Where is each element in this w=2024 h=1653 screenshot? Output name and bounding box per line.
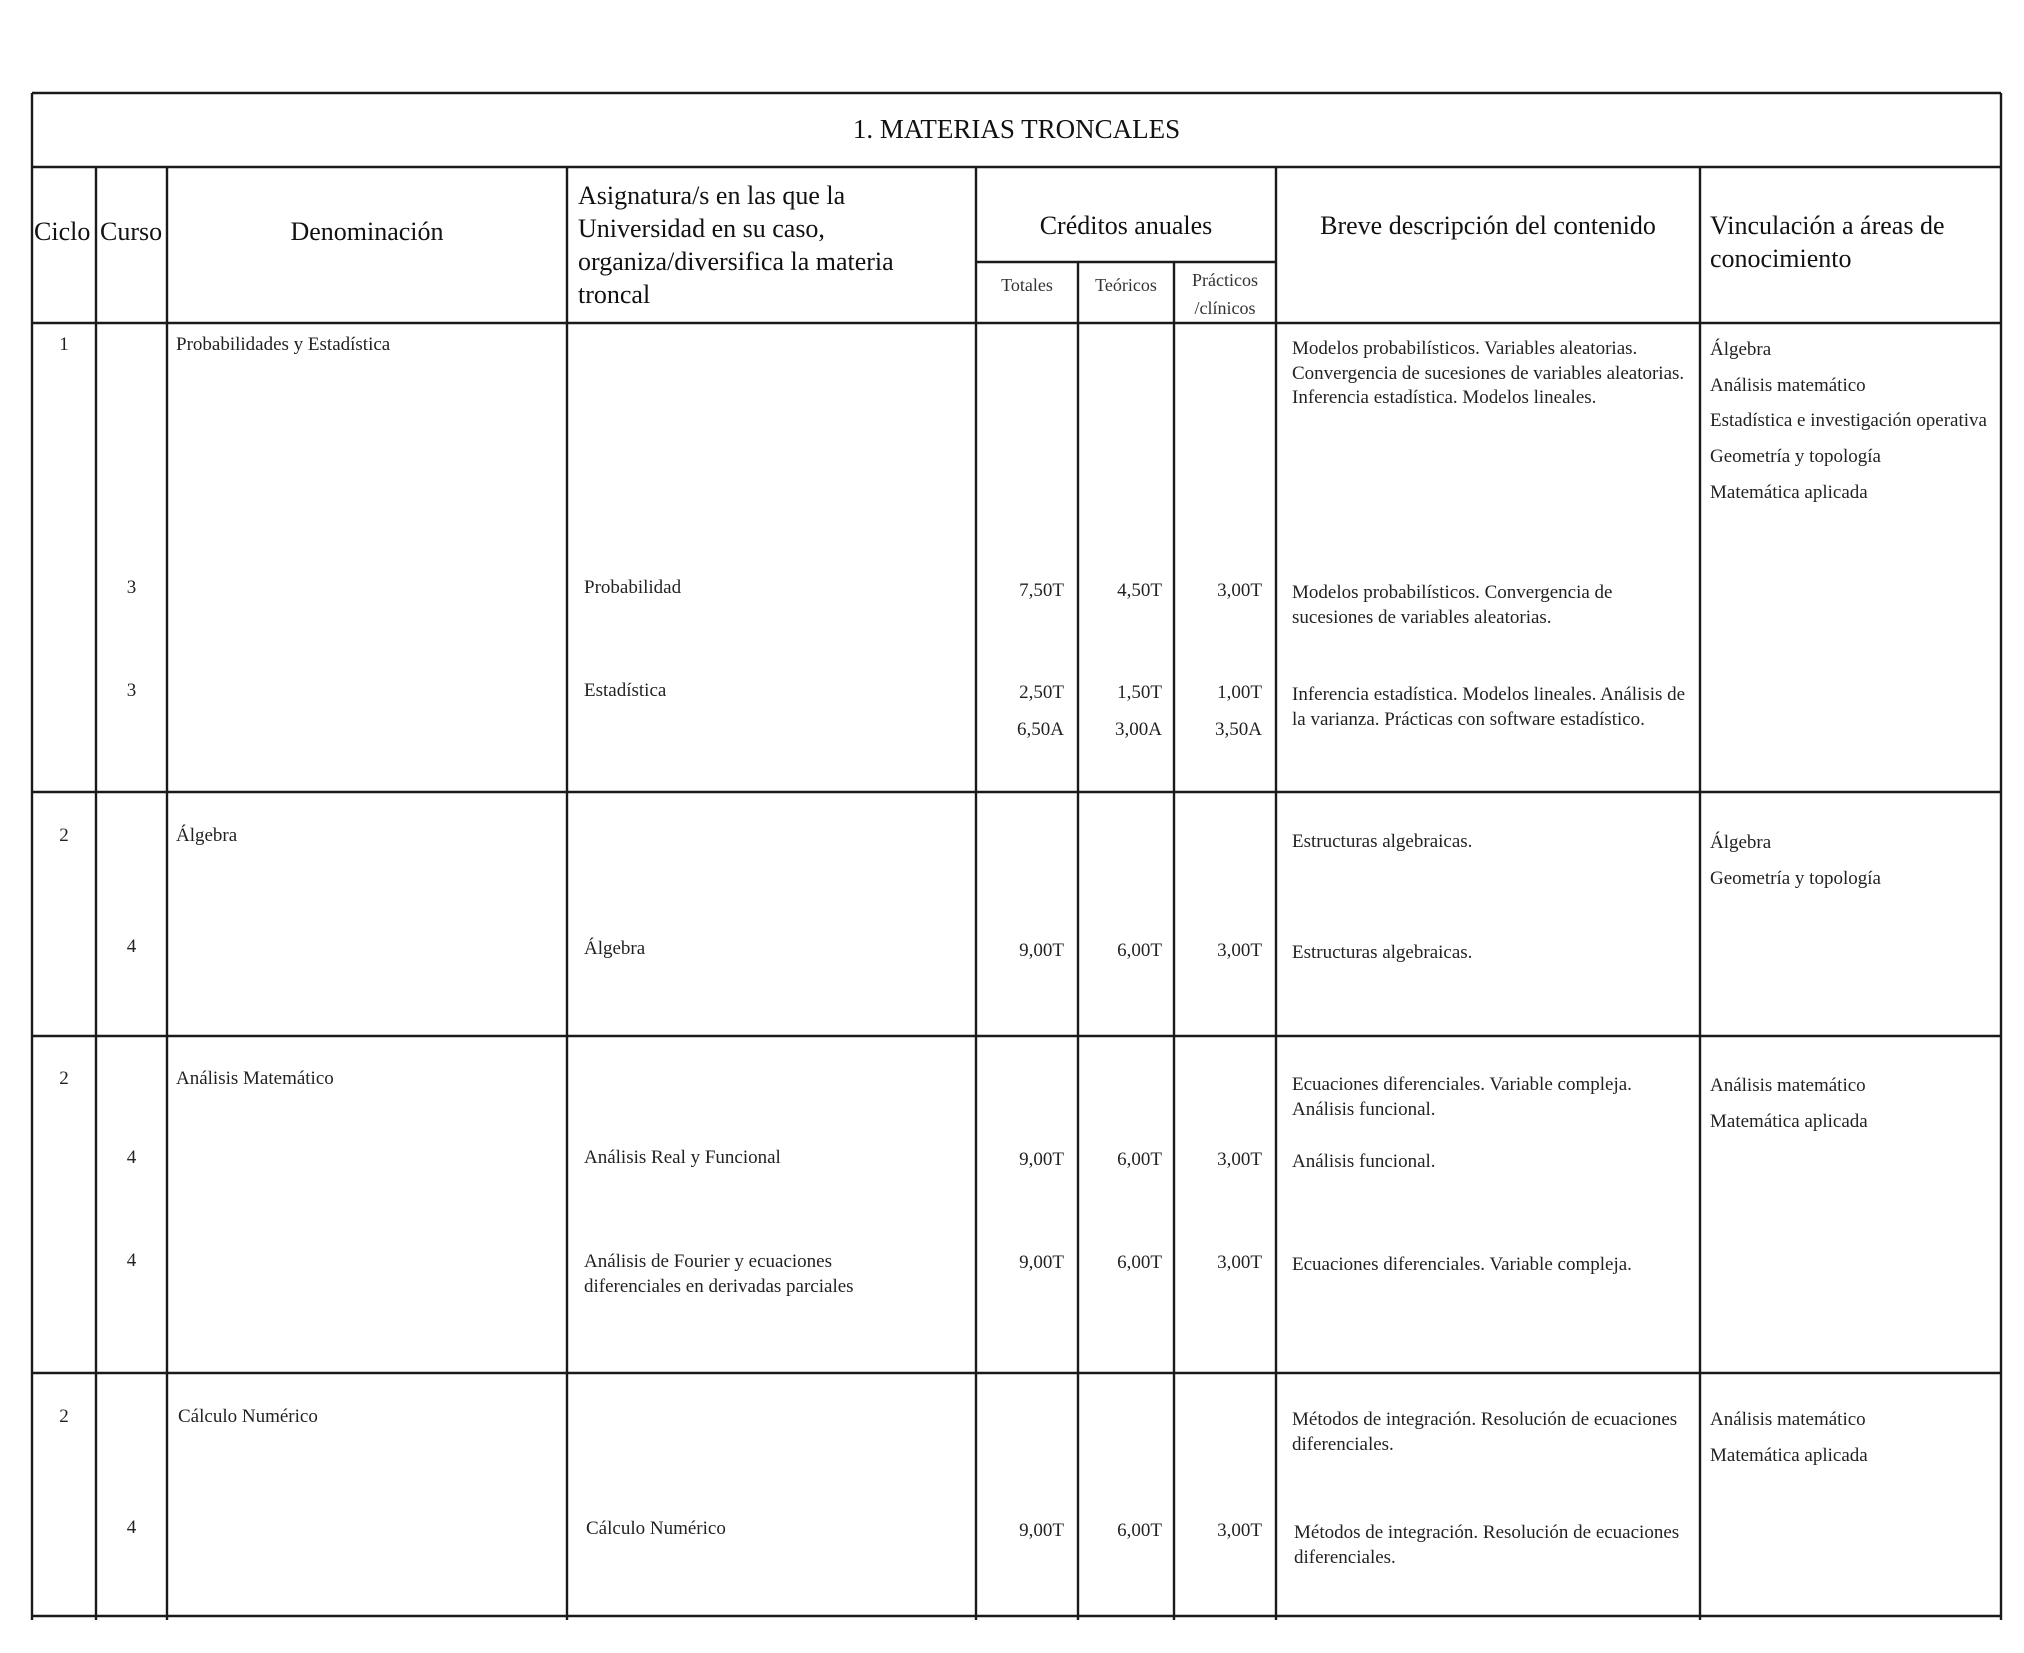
area-item: Análisis matemático bbox=[1710, 1075, 1866, 1096]
denominacion-value: Probabilidades y Estadística bbox=[176, 334, 391, 355]
practicos-value: 3,00T bbox=[1217, 1252, 1262, 1273]
header-denominacion: Denominación bbox=[290, 217, 444, 246]
teoricos-value: 6,00T bbox=[1117, 1520, 1162, 1541]
curso-value: 3 bbox=[126, 680, 137, 701]
descripcion-value: Modelos probabilísticos. Variables aleatorias. Convergencia de sucesiones de variables aleatorias. Inferencia estadística. Modelos lineales. bbox=[1292, 338, 1685, 409]
header-ciclo: Ciclo bbox=[34, 217, 91, 246]
area-item: Matemática aplicada bbox=[1710, 481, 1868, 503]
denominacion-value: Cálculo Numérico bbox=[178, 1406, 318, 1427]
practicos-value: 3,00T bbox=[1217, 580, 1262, 601]
sub-descripcion-value: Análisis funcional. bbox=[1292, 1151, 1436, 1172]
curso-value: 4 bbox=[126, 1147, 137, 1168]
area-item: Geometría y topología bbox=[1710, 446, 1881, 468]
ciclo-value: 2 bbox=[59, 1068, 69, 1089]
areas-list bbox=[1710, 1408, 1995, 1479]
curso-value: 4 bbox=[126, 1517, 137, 1538]
header-descripcion: Breve descripción del contenido bbox=[1320, 211, 1656, 240]
ciclo-value: 2 bbox=[59, 1406, 69, 1427]
totales-value: 2,50T bbox=[1019, 682, 1064, 703]
areas-list bbox=[1710, 338, 1995, 516]
asignatura-value: Análisis Real y Funcional bbox=[584, 1147, 781, 1168]
asignatura-value: Estadística bbox=[584, 680, 667, 701]
header-curso: Curso bbox=[100, 217, 163, 246]
area-item: Geometría y topología bbox=[1710, 867, 1881, 889]
asignatura-value: Cálculo Numérico bbox=[586, 1518, 726, 1539]
descripcion-value: Métodos de integración. Resolución de ecuaciones diferenciales. bbox=[1292, 1409, 1678, 1455]
area-item: Álgebra bbox=[1710, 832, 1772, 853]
curso-value: 4 bbox=[126, 1250, 137, 1271]
header-vinculacion: Vinculación a áreas de conocimiento bbox=[1710, 211, 1945, 274]
totales-value: 9,00T bbox=[1019, 1520, 1064, 1541]
practicos-value: 3,00T bbox=[1217, 1149, 1262, 1170]
header-practicos: Prácticos /clínicos bbox=[1192, 270, 1258, 318]
table-title: 1. MATERIAS TRONCALES bbox=[852, 114, 1181, 144]
header-creditos: Créditos anuales bbox=[1039, 211, 1213, 240]
totales-value: 9,00T bbox=[1019, 940, 1064, 961]
curso-value: 4 bbox=[126, 936, 137, 957]
ciclo-value: 2 bbox=[59, 825, 69, 846]
curso-value: 3 bbox=[126, 577, 137, 598]
area-item: Matemática aplicada bbox=[1710, 1444, 1868, 1466]
area-item: Álgebra bbox=[1710, 339, 1772, 360]
teoricos-value: 6,00T bbox=[1117, 940, 1162, 961]
sub-descripcion-value: Estructuras algebraicas. bbox=[1292, 942, 1473, 963]
denominacion-value: Álgebra bbox=[176, 825, 238, 846]
area-item: Matemática aplicada bbox=[1710, 1110, 1868, 1132]
asignatura-value: Álgebra bbox=[584, 938, 646, 959]
descripcion-value: Estructuras algebraicas. bbox=[1292, 831, 1473, 852]
teoricos-a-value: 3,00A bbox=[1115, 719, 1162, 740]
teoricos-value: 4,50T bbox=[1117, 580, 1162, 601]
header-asignaturas: Asignatura/s en las que la Universidad en su caso, organiza/diversifica la materia troncal bbox=[578, 181, 894, 310]
areas-list bbox=[1710, 1074, 1995, 1145]
practicos-value: 3,00T bbox=[1217, 940, 1262, 961]
sub-descripcion-value: Métodos de integración. Resolución de ecuaciones diferenciales. bbox=[1294, 1522, 1680, 1568]
asignatura-value: Probabilidad bbox=[584, 577, 682, 598]
denominacion-value: Análisis Matemático bbox=[176, 1068, 334, 1089]
ciclo-value: 1 bbox=[59, 334, 69, 355]
totales-value: 7,50T bbox=[1019, 580, 1064, 601]
totales-a-value: 6,50A bbox=[1017, 719, 1064, 740]
areas-list bbox=[1710, 831, 1995, 902]
totales-value: 9,00T bbox=[1019, 1149, 1064, 1170]
area-item: Análisis matemático bbox=[1710, 374, 1866, 396]
area-item: Estadística e investigación operativa bbox=[1710, 410, 1987, 432]
totales-value: 9,00T bbox=[1019, 1252, 1064, 1273]
teoricos-value: 6,00T bbox=[1117, 1149, 1162, 1170]
teoricos-value: 6,00T bbox=[1117, 1252, 1162, 1273]
teoricos-value: 1,50T bbox=[1117, 682, 1162, 703]
practicos-value: 3,00T bbox=[1217, 1520, 1262, 1541]
practicos-value: 1,00T bbox=[1217, 682, 1262, 703]
area-item: Análisis matemático bbox=[1710, 1409, 1866, 1430]
header-teoricos: Teóricos bbox=[1095, 275, 1157, 295]
sub-descripcion-value: Ecuaciones diferenciales. Variable compleja. bbox=[1292, 1254, 1632, 1275]
header-totales: Totales bbox=[1001, 275, 1053, 295]
descripcion-value: Ecuaciones diferenciales. Variable compleja. Análisis funcional. bbox=[1292, 1074, 1632, 1120]
practicos-a-value: 3,50A bbox=[1215, 719, 1262, 740]
asignatura-value: Análisis de Fourier y ecuaciones diferenciales en derivadas parciales bbox=[584, 1251, 854, 1297]
sub-descripcion-value: Inferencia estadística. Modelos lineales. Análisis de la varianza. Prácticas con software estadístico. bbox=[1292, 684, 1686, 730]
sub-descripcion-value: Modelos probabilísticos. Convergencia de sucesiones de variables aleatorias. bbox=[1292, 582, 1613, 628]
